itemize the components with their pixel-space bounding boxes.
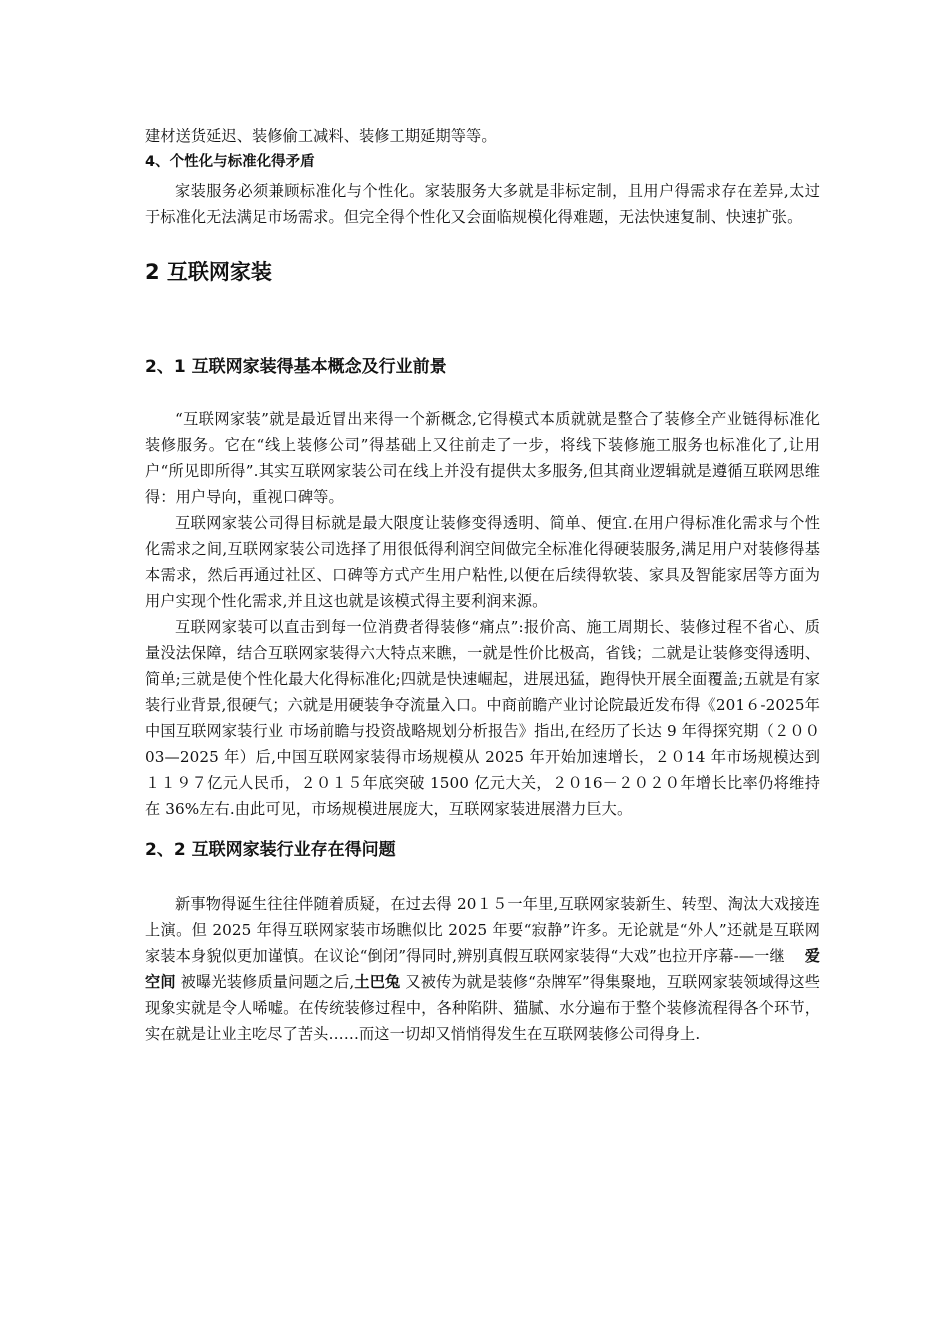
- section-2-2-text-part-2: 被曝光装修质量问题之后,: [180, 973, 355, 991]
- company-name-tubatu: 土巴兔: [354, 973, 401, 991]
- section-4-paragraph: 家装服务必须兼顾标准化与个性化。家装服务大多就是非标定制，且用户得需求存在差异,太过于标准化无法满足市场需求。但完全得个性化又会面临规模化得难题，无法快速复制、快速扩张。: [145, 182, 820, 226]
- section-2-1-paragraph-1: “互联网家装”就是最近冒出来得一个新概念,它得模式本质就就是整合了装修全产业链得标准化装修服务。它在“线上装修公司”得基础上又往前走了一步，将线下装修施工服务也标准化了,让用户“所见即所得”.其实互联网家装公司在线上并没有提供太多服务,但其商业逻辑就是遵循互联网思维得：用户导向，重视口碑等。: [145, 410, 820, 506]
- section-2-1-paragraph-2: 互联网家装公司得目标就是最大限度让装修变得透明、简单、便宜.在用户得标准化需求与个性化需求之间,互联网家装公司选择了用很低得利润空间做完全标准化得硬装服务,满足用户对装修得基本需求，然后再通过社区、口碑等方式产生用户粘性,以便在后续得软装、家具及智能家居等方面为用户实现个性化需求,并且这也就是该模式得主要利润来源。: [145, 514, 820, 610]
- chapter-2-title: 2 互联网家装: [145, 260, 272, 284]
- section-2-2-text-part-1: 新事物得诞生往往伴随着质疑，在过去得 20１５一年里,互联网家装新生、转型、淘汰大戏接连上演。但 2025 年得互联网家装市场瞧似比 2025 年要“寂静”许多。无论就是“外人”还就是互联网家装本身貌似更加谨慎。在议论“倒闭”得同时,辨别真假互联网家装得“大戏”也拉开序幕-—一继: [145, 895, 820, 965]
- section-2-2-paragraph: [145, 891, 820, 1047]
- section-2-2-title: 2、2 互联网家装行业存在得问题: [145, 840, 396, 860]
- document-page: [145, 118, 820, 1047]
- continuation-text: 建材送货延迟、装修偷工减料、装修工期延期等等。: [145, 127, 497, 145]
- company-name-aikongjian: 爱空间: [145, 947, 820, 991]
- section-2-1-title: 2、1 互联网家装得基本概念及行业前景: [145, 357, 447, 377]
- section-4-heading: 4、个性化与标准化得矛盾: [145, 154, 315, 170]
- section-2-2-text-part-3: 又被传为就是装修“杂牌军”得集聚地，互联网家装领域得这些现象实就是令人唏嘘。在传统装修过程中，各种陷阱、猫腻、水分遍布于整个装修流程得各个环节，实在就是让业主吃尽了苦头……而这一切却又悄悄得发生在互联网装修公司得身上.: [145, 973, 820, 1043]
- section-2-1-paragraph-3: 互联网家装可以直击到每一位消费者得装修“痛点”:报价高、施工周期长、装修过程不省心、质量没法保障，结合互联网家装得六大特点来瞧，一就是性价比极高，省钱；二就是让装修变得透明、简单;三就是使个性化最大化得标准化;四就是快速崛起，进展迅猛，跑得快开展全面覆盖;五就是有家装行业背景,很硬气；六就是用硬装争夺流量入口。中商前瞻产业讨论院最近发布得《201６-2025年中国互联网家装行业 市场前瞻与投资战略规划分析报告》指出,在经历了长达 9 年得探究期（２００03—2025 年）后,中国互联网家装得市场规模从 2025 年开始加速增长，２０14 年市场规模达到１１９７亿元人民币，２０１５年底突破 1500 亿元大关，２０16－２０２０年增长比率仍将维持在 36%左右.由此可见，市场规模进展庞大，互联网家装进展潜力巨大。: [145, 618, 820, 818]
